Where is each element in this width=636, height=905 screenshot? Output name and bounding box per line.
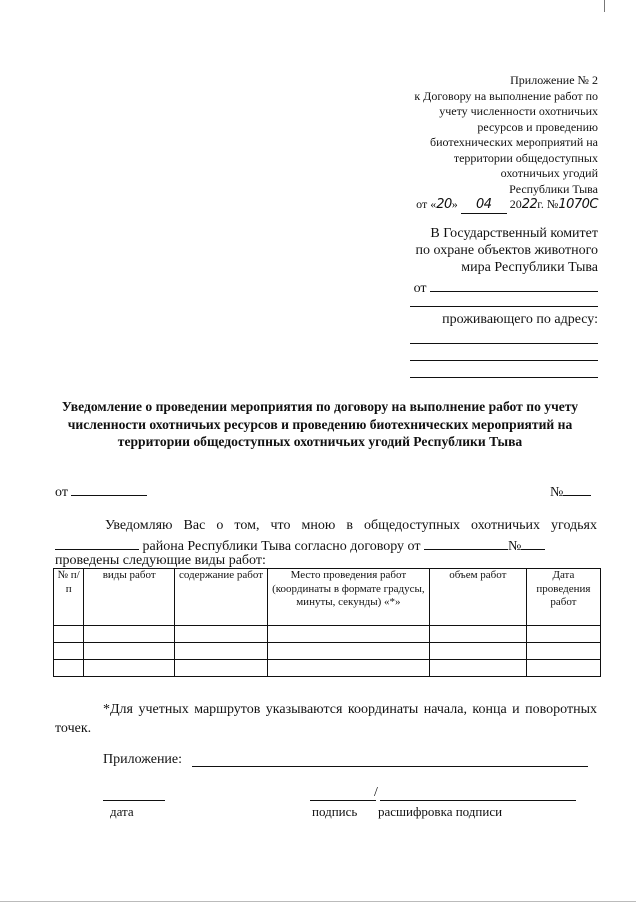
header-cell: виды работ (84, 569, 175, 626)
addressee-line: мира Республики Тыва (461, 260, 598, 275)
header-cell: содержание работ (175, 569, 268, 626)
signature-slash: / (374, 785, 378, 800)
table-row (54, 660, 601, 677)
table-cell[interactable] (526, 660, 600, 677)
handwritten-day: 20 (436, 197, 452, 212)
table-cell[interactable] (84, 643, 175, 660)
header-cell: объем работ (429, 569, 526, 626)
appendix-date-line (338, 197, 598, 214)
date-label: дата (110, 804, 134, 819)
header-cell: Дата проведения работ (526, 569, 600, 626)
handwritten-month: 04 (461, 197, 507, 214)
addressee-from-line (358, 278, 598, 297)
contract-date-blank[interactable] (424, 536, 508, 550)
notice-number-line (550, 482, 591, 501)
from-blank-2[interactable] (410, 306, 598, 307)
footnote: *Для учетных маршрутов указываются координаты начала, конца и поворотных точек. (55, 702, 597, 736)
works-table (53, 568, 601, 677)
from-blank[interactable] (430, 278, 598, 292)
body-line-3: проведены следующие виды работ: (55, 553, 266, 568)
table-cell[interactable] (175, 660, 268, 677)
table-row (54, 626, 601, 643)
table-cell[interactable] (526, 626, 600, 643)
scan-mark (604, 0, 605, 12)
address-blank-2[interactable] (410, 360, 598, 361)
signature-decode-blank[interactable] (380, 800, 576, 801)
notice-number-label: № (550, 485, 564, 500)
attachment-label: Приложение: (103, 752, 183, 767)
appendix-line: учету численности охотничьих (439, 104, 598, 118)
address-blank-3[interactable] (410, 377, 598, 378)
appendix-line: к Договору на выполнение работ по (414, 88, 598, 103)
addressee-block (358, 225, 598, 297)
table-cell[interactable] (267, 660, 429, 677)
notice-from-label: от (55, 485, 68, 500)
appendix-block (338, 73, 598, 214)
table-cell[interactable] (84, 626, 175, 643)
table-cell[interactable] (54, 660, 84, 677)
date-prefix: от « (416, 197, 437, 211)
date-year-prefix: 20 (509, 197, 522, 211)
table-cell[interactable] (429, 626, 526, 643)
handwritten-year: 22 (521, 197, 538, 212)
addressee-line: В Государственный комитет (430, 226, 598, 241)
date-quote: » (451, 197, 458, 211)
notice-from-line (55, 482, 147, 501)
body-line-2-text: района Республики Тыва согласно договору от (142, 539, 421, 554)
table-cell[interactable] (429, 660, 526, 677)
district-blank[interactable] (55, 536, 139, 550)
attachment-blank[interactable] (192, 766, 588, 767)
table-cell[interactable] (267, 626, 429, 643)
header-cell: № п/п (54, 569, 84, 626)
table-header-row (54, 569, 601, 626)
contract-number-label: № (507, 539, 522, 554)
appendix-line: ресурсов и проведению (477, 119, 598, 134)
from-label: от (413, 281, 427, 296)
scan-edge (0, 901, 636, 902)
handwritten-number: 1070C (558, 197, 598, 212)
table-row (54, 643, 601, 660)
table-cell[interactable] (84, 660, 175, 677)
table-cell[interactable] (267, 643, 429, 660)
appendix-line: охотничьих угодий (500, 166, 598, 180)
decode-label: расшифровка подписи (378, 804, 503, 819)
addressee-line: по охране объектов животного (415, 243, 598, 258)
sign-label: подпись (312, 804, 358, 819)
residing-label: проживающего по адресу: (442, 312, 598, 327)
body-line-1: Уведомляю Вас о том, что мною в общедоступных охотничьих угодьях (105, 518, 597, 533)
appendix-line: территории общедоступных (453, 150, 598, 165)
header-cell: Место проведения работ (координаты в формате градусы, минуты, секунды) «*» (267, 569, 429, 626)
appendix-line: биотехнических мероприятий на (430, 135, 598, 149)
address-blank-1[interactable] (410, 343, 598, 344)
document-title: Уведомление о проведении мероприятия по договору на выполнение работ по учету численности охотничьих ресурсов и проведению биотехнических мероприятий на территории общедоступных охотничьих угодий Республики Тыва (61, 399, 579, 450)
appendix-line: Республики Тыва (509, 181, 598, 196)
signature-blank[interactable] (310, 800, 376, 801)
notice-date-blank[interactable] (71, 482, 147, 496)
contract-number-blank[interactable] (521, 536, 545, 550)
table-cell[interactable] (429, 643, 526, 660)
table-cell[interactable] (54, 643, 84, 660)
table-cell[interactable] (175, 643, 268, 660)
table-cell[interactable] (526, 643, 600, 660)
notice-number-blank[interactable] (563, 482, 591, 496)
appendix-line: Приложение № 2 (510, 73, 598, 87)
table-cell[interactable] (175, 626, 268, 643)
date-number-prefix: г. № (537, 197, 559, 211)
date-signature-blank[interactable] (103, 800, 165, 801)
table-cell[interactable] (54, 626, 84, 643)
